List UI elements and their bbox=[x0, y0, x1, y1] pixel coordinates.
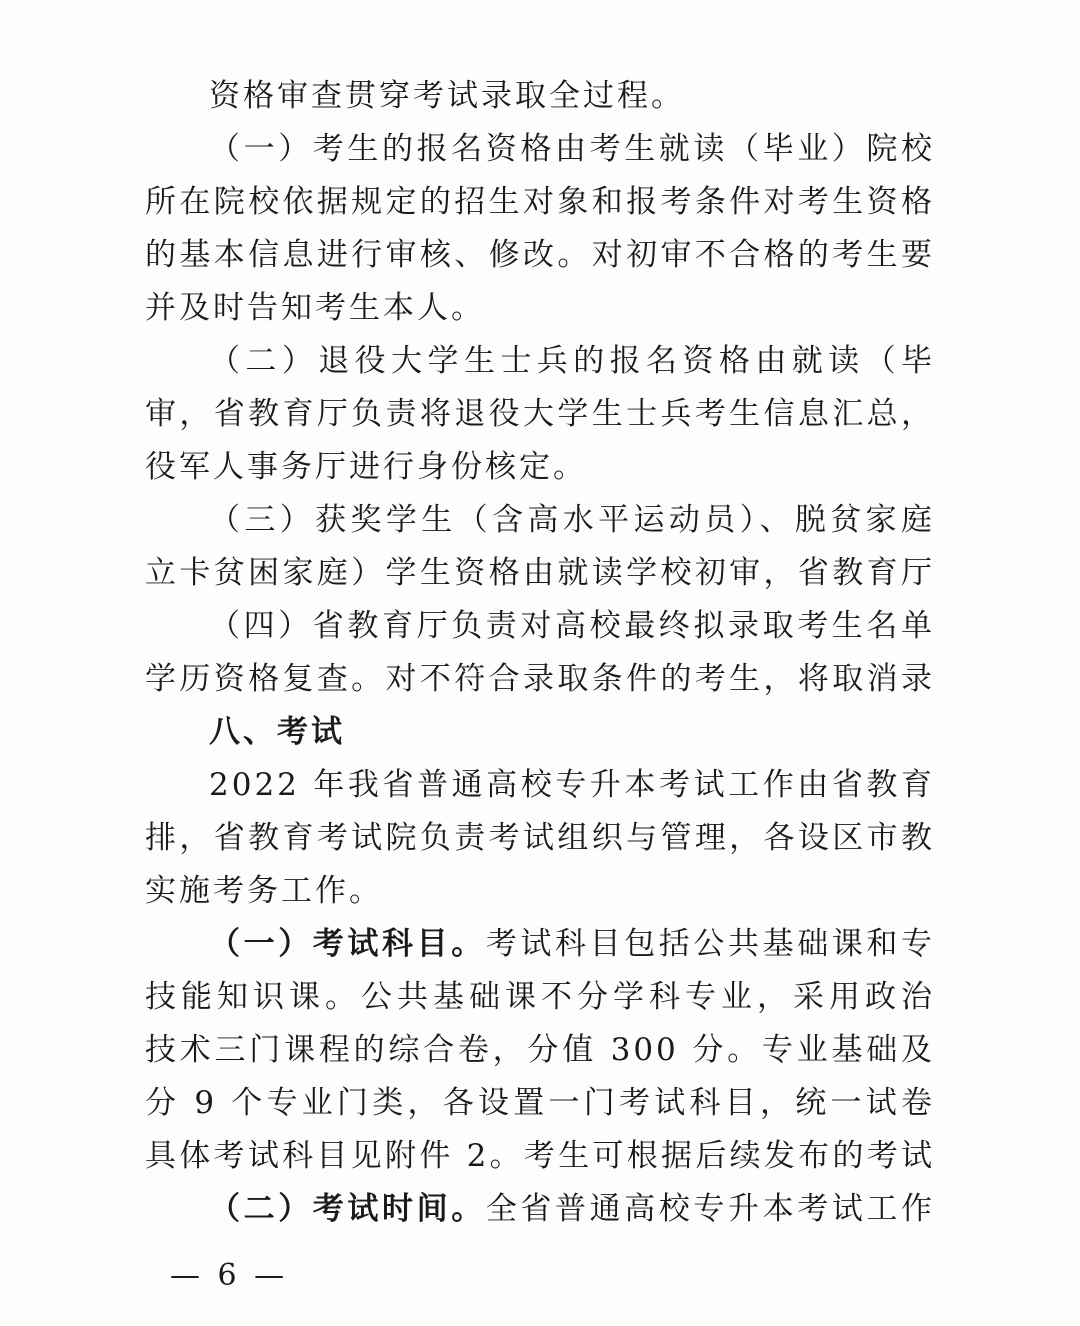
paragraph-line: （三）获奖学生（含高水平运动员）、脱贫家庭 bbox=[209, 502, 935, 538]
paragraph-line: 技术三门课程的综合卷，分值 300 分。专业基础及 bbox=[145, 1032, 935, 1068]
paragraph-line: 技能知识课。公共基础课不分学科专业，采用政治 bbox=[145, 979, 935, 1015]
paragraph-line-with-bold-head bbox=[145, 918, 935, 971]
paragraph-text: 考试科目包括公共基础课和专 bbox=[485, 926, 935, 962]
paragraph-line: （一）考生的报名资格由考生就读（毕业）院校 bbox=[209, 131, 935, 167]
time-heading: （二）考试时间。 bbox=[209, 1191, 486, 1227]
paragraph-line: 役军人事务厅进行身份核定。 bbox=[145, 449, 587, 485]
paragraph-line: 实施考务工作。 bbox=[145, 873, 383, 909]
document-body bbox=[145, 70, 935, 1236]
paragraph-line: 学历资格复查。对不符合录取条件的考生，将取消录 bbox=[145, 661, 935, 697]
paragraph-line: 资格审查贯穿考试录取全过程。 bbox=[209, 78, 685, 114]
section-heading: 八、考试 bbox=[209, 714, 345, 750]
paragraph-line: 具体考试科目见附件 2。考生可根据后续发布的考试 bbox=[145, 1138, 935, 1174]
subjects-heading: （一）考试科目。 bbox=[209, 926, 486, 962]
paragraph-line: 分 9 个专业门类，各设置一门考试科目，统一试卷 bbox=[145, 1085, 935, 1121]
paragraph-line-with-bold-head bbox=[145, 1183, 935, 1236]
paragraph-line: 的基本信息进行审核、修改。对初审不合格的考生要 bbox=[145, 237, 935, 273]
paragraph-line: 审，省教育厅负责将退役大学生士兵考生信息汇总， bbox=[145, 396, 935, 432]
page-number: — 6 — bbox=[170, 1258, 289, 1293]
paragraph-line: 立卡贫困家庭）学生资格由就读学校初审，省教育厅 bbox=[145, 555, 935, 591]
paragraph-line: （四）省教育厅负责对高校最终拟录取考生名单 bbox=[209, 608, 935, 644]
paragraph-line: 并及时告知考生本人。 bbox=[145, 290, 485, 326]
paragraph-line: 所在院校依据规定的招生对象和报考条件对考生资格 bbox=[145, 184, 935, 220]
paragraph-line: 排，省教育考试院负责考试组织与管理，各设区市教 bbox=[145, 820, 935, 856]
paragraph-line: 2022 年我省普通高校专升本考试工作由省教育 bbox=[209, 767, 935, 803]
paragraph-line: （二）退役大学生士兵的报名资格由就读（毕 bbox=[209, 343, 935, 379]
paragraph-text: 全省普通高校专升本考试工作 bbox=[485, 1191, 935, 1227]
